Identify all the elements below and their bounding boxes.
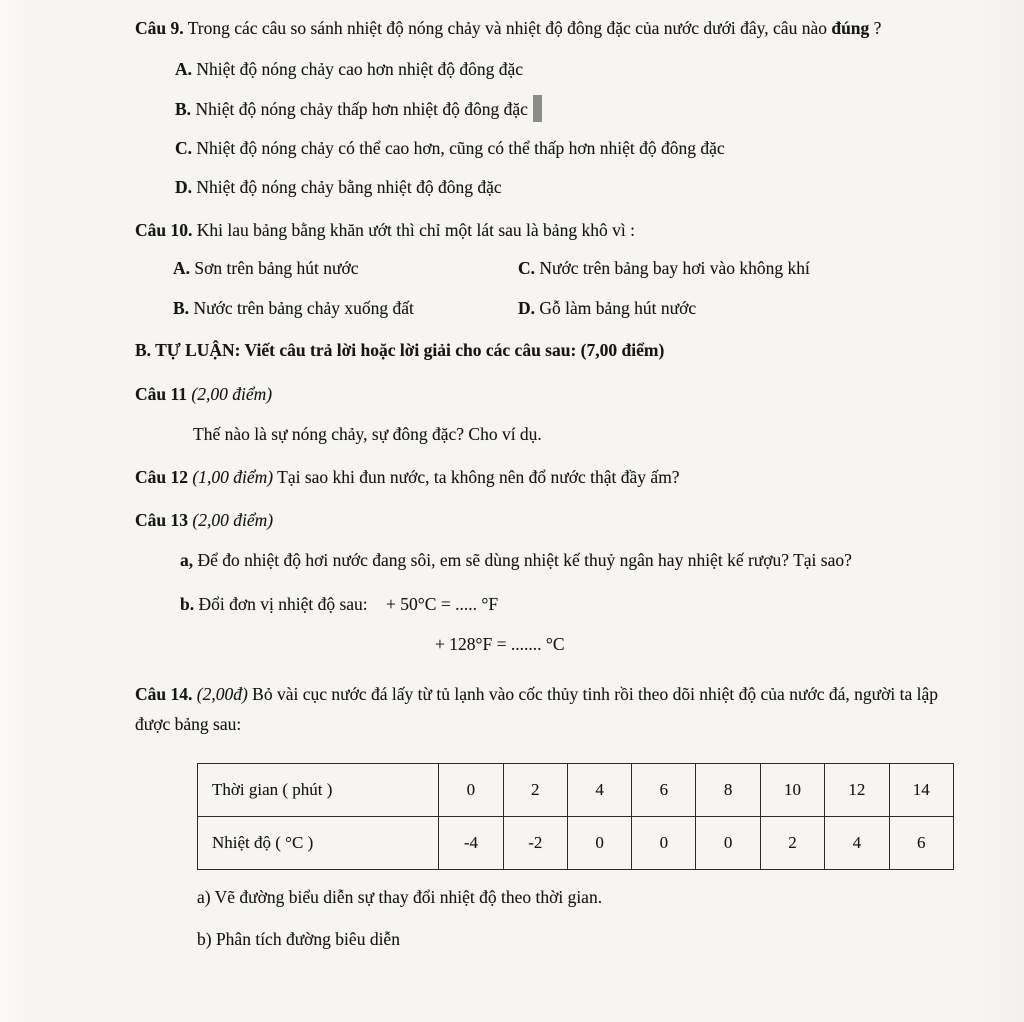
question-9-text-tail: ? bbox=[873, 18, 882, 38]
question-12-heading bbox=[135, 464, 954, 490]
question-14-points: (2,00đ) bbox=[196, 684, 248, 704]
question-14-sub-b: b) Phân tích đường biêu diễn bbox=[197, 929, 400, 949]
question-13-part-b bbox=[180, 591, 954, 617]
q9-option-b-label: B. bbox=[175, 99, 192, 119]
text-cursor bbox=[533, 95, 542, 122]
question-10-options bbox=[173, 255, 954, 321]
table-cell: 0 bbox=[632, 817, 696, 870]
table-cell: 0 bbox=[696, 817, 760, 870]
q10-option-d-label: D. bbox=[518, 298, 536, 318]
table-cell-temperature-header: Nhiệt độ ( °C ) bbox=[198, 817, 439, 870]
q13-conversion-1: + 50°C = ..... °F bbox=[386, 594, 499, 614]
table-cell: 6 bbox=[889, 817, 953, 870]
question-14-number: Câu 14. bbox=[135, 684, 193, 704]
q10-option-c-text: Nước trên bảng bay hơi vào không khí bbox=[539, 258, 810, 278]
question-9-number: Câu 9. bbox=[135, 18, 184, 38]
q10-option-c-label: C. bbox=[518, 258, 536, 278]
q9-option-a-text: Nhiệt độ nóng chảy cao hơn nhiệt độ đông đặc bbox=[196, 59, 523, 79]
table-cell: 12 bbox=[825, 764, 889, 817]
question-12-number: Câu 12 bbox=[135, 467, 188, 487]
question-13-number: Câu 13 bbox=[135, 510, 188, 530]
q13-part-b-text: Đổi đơn vị nhiệt độ sau: bbox=[198, 594, 368, 614]
question-11-heading bbox=[135, 381, 954, 407]
question-10-intro bbox=[135, 217, 954, 243]
q13-part-a-text: Để đo nhiệt độ hơi nước đang sôi, em sẽ dùng nhiệt kế thuỷ ngân hay nhiệt kế rượu? Tại sao? bbox=[197, 550, 852, 570]
table-cell: 6 bbox=[632, 764, 696, 817]
temperature-table bbox=[197, 763, 954, 870]
question-9-emphasis: đúng bbox=[831, 18, 870, 38]
question-13-part-a bbox=[135, 547, 954, 573]
table-cell: 0 bbox=[439, 764, 503, 817]
table-cell: 8 bbox=[696, 764, 760, 817]
table-row-temperature bbox=[198, 817, 954, 870]
section-b-heading bbox=[135, 337, 954, 364]
question-14-sub-a: a) Vẽ đường biểu diễn sự thay đổi nhiệt độ theo thời gian. bbox=[197, 887, 603, 907]
table-row-time bbox=[198, 764, 954, 817]
q9-option-a bbox=[175, 56, 954, 82]
question-14-body: Bỏ vài cục nước đá lấy từ tủ lạnh vào cốc thủy tinh rồi theo dõi nhiệt độ của nước đá, người ta lập được bảng sau: bbox=[135, 684, 938, 734]
question-13-heading bbox=[135, 507, 954, 533]
table-cell-time-header: Thời gian ( phút ) bbox=[198, 764, 439, 817]
q10-option-a-label: A. bbox=[173, 258, 191, 278]
table-cell: 14 bbox=[889, 764, 953, 817]
question-12-points: (1,00 điểm) bbox=[192, 467, 274, 487]
q10-option-c bbox=[518, 255, 954, 281]
q9-option-d-label: D. bbox=[175, 177, 193, 197]
question-11-number: Câu 11 bbox=[135, 384, 188, 404]
q9-option-b bbox=[175, 95, 954, 122]
table-cell: -2 bbox=[503, 817, 567, 870]
q10-option-a bbox=[173, 255, 518, 281]
q13-part-a-label: a, bbox=[180, 550, 194, 570]
q10-option-a-text: Sơn trên bảng hút nước bbox=[194, 258, 359, 278]
q10-option-d bbox=[518, 295, 954, 321]
q9-option-c-label: C. bbox=[175, 138, 193, 158]
q9-option-a-label: A. bbox=[175, 59, 193, 79]
table-cell: -4 bbox=[439, 817, 503, 870]
q9-option-c-text: Nhiệt độ nóng chảy có thể cao hơn, cũng có thể thấp hơn nhiệt độ đông đặc bbox=[196, 138, 725, 158]
question-12-body: Tại sao khi đun nước, ta không nên đổ nước thật đầy ấm? bbox=[277, 467, 680, 487]
table-cell: 0 bbox=[567, 817, 631, 870]
section-b-heading-text: B. TỰ LUẬN: Viết câu trả lời hoặc lời giải cho các câu sau: (7,00 điểm) bbox=[135, 340, 665, 360]
table-cell: 10 bbox=[760, 764, 824, 817]
table-cell: 4 bbox=[825, 817, 889, 870]
question-11-points: (2,00 điểm) bbox=[191, 384, 273, 404]
q9-option-c bbox=[175, 135, 954, 161]
q9-option-d bbox=[175, 174, 954, 200]
table-cell: 4 bbox=[567, 764, 631, 817]
q13-conversion-2: + 128°F = ....... °C bbox=[435, 634, 565, 654]
question-9-text: Trong các câu so sánh nhiệt độ nóng chảy và nhiệt độ đông đặc của nước dưới đây, câu nào bbox=[187, 18, 827, 38]
q10-option-b-text: Nước trên bảng chảy xuống đất bbox=[193, 298, 414, 318]
question-9-intro bbox=[135, 14, 954, 43]
q9-option-b-text: Nhiệt độ nóng chảy thấp hơn nhiệt độ đông đặc bbox=[195, 99, 528, 119]
q9-option-d-text: Nhiệt độ nóng chảy bằng nhiệt độ đông đặc bbox=[196, 177, 502, 197]
question-11-body: Thế nào là sự nóng chảy, sự đông đặc? Cho ví dụ. bbox=[193, 424, 542, 444]
table-cell: 2 bbox=[760, 817, 824, 870]
q10-option-b-label: B. bbox=[173, 298, 190, 318]
q10-option-b bbox=[173, 295, 518, 321]
q10-option-d-text: Gỗ làm bảng hút nước bbox=[539, 298, 697, 318]
table-cell: 2 bbox=[503, 764, 567, 817]
question-14-heading bbox=[135, 679, 954, 739]
question-10-number: Câu 10. bbox=[135, 220, 193, 240]
question-13-points: (2,00 điểm) bbox=[192, 510, 274, 530]
q13-part-b-label: b. bbox=[180, 594, 195, 614]
question-10-text: Khi lau bảng bằng khăn ướt thì chỉ một lát sau là bảng khô vì : bbox=[196, 220, 635, 240]
